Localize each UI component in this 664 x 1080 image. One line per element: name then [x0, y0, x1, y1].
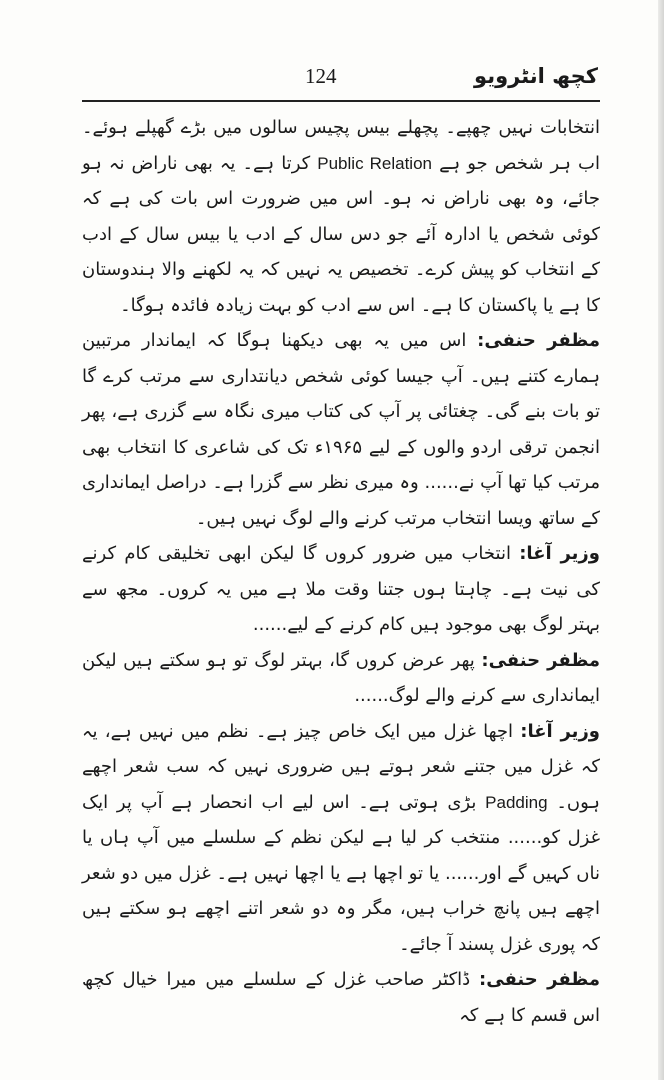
paragraph [82, 536, 600, 643]
page-number: 124 [305, 64, 337, 88]
paragraph-text: پھر عرض کروں گا، بہتر لوگ تو ہو سکتے ہیں لیکن ایمانداری سے کرنے والے لوگ...... [82, 649, 600, 706]
paragraph-text: کرتا ہے۔ یہ بھی ناراض نہ ہو جائے، وہ بھی ناراض نہ ہو۔ اس میں ضرورت اس بات کی ہے کہ کوئی شخص یا ادارہ آئے جو دس سال کے ادب یا بیس سال کے ادب کے انتخاب کو پیش کرے۔ تخصیص یہ نہیں کہ یہ لکھنے والا ہندوستان کا ہے یا پاکستان کا ہے۔ اس سے ادب کو بہت زیادہ فائدہ ہوگا۔ [82, 152, 600, 316]
paragraph-text: انتخابات نہیں چھپے۔ پچھلے بیس پچیس سالوں میں بڑے گھپلے ہوئے۔ اب ہر شخص جو ہے [82, 117, 600, 174]
paragraph [82, 323, 600, 536]
page-edge-shadow [658, 0, 664, 1080]
paragraph-text: ڈاکٹر صاحب غزل کے سلسلے میں میرا خیال کچھ اس قسم کا ہے کہ [82, 969, 600, 1026]
speaker-name: وزیر آغا: [520, 720, 600, 742]
speaker-name: مظفر حنفی: [479, 969, 600, 990]
paragraph-text: انتخاب میں ضرور کروں گا لیکن ابھی تخلیقی کام کرنے کی نیت ہے۔ چاہتا ہوں جتنا وقت ملا ہے میں یہ کروں۔ مجھ سے بہتر لوگ بھی موجود ہیں کام کرنے کے لیے...... [82, 543, 600, 635]
paragraph-text: بڑی ہوتی ہے۔ اس لیے اب انحصار ہے آپ پر ایک غزل کو...... منتخب کر لیا ہے لیکن نظم کے سلسلے میں آپ ہاں یا ناں کہیں گے اور...... یا تو اچھا ہے یا اچھا نہیں ہے۔ غزل میں دو شعر اچھے ہیں پانچ خراب ہیں، مگر وہ دو شعر اتنے اچھے ہو سکتے ہیں کہ پوری غزل پسند آ جائے۔ [82, 791, 600, 955]
running-title: کچھ انٹرویو [474, 64, 598, 88]
paragraph [82, 962, 600, 1033]
paragraph [82, 643, 600, 714]
speaker-name: وزیر آغا: [519, 543, 600, 564]
paragraph-text: اس میں یہ بھی دیکھنا ہوگا کہ ایماندار مرتبین ہمارے کتنے ہیں۔ آپ جیسا کوئی شخص دیانتداری سے مرتب کرے گا تو بات بنے گی۔ چغتائی پر آپ کی کتاب میری نگاہ سے گزری ہے، پھر انجمن ترقی اردو والوں کے لیے ۱۹۶۵ء تک کی شاعری کا انتخاب بھی مرتب کیا تھا آپ نے...... وہ میری نظر سے گزرا ہے۔ دراصل ایمانداری کے ساتھ ویسا انتخاب مرتب کرنے والے لوگ نہیں ہیں۔ [82, 330, 601, 529]
paragraph [82, 110, 600, 323]
running-header [80, 62, 598, 102]
header-rule [82, 100, 600, 102]
english-term: Public Relation [317, 153, 432, 173]
speaker-name: مظفر حنفی: [481, 649, 600, 671]
paragraph [82, 714, 600, 963]
paragraph-text: اچھا غزل میں ایک خاص چیز ہے۔ نظم میں نہیں ہے، یہ کہ غزل میں جتنے شعر ہوتے ہیں ضروری نہیں کہ سب شعر اچھے ہوں۔ [82, 720, 600, 813]
page-body [82, 110, 600, 1033]
english-term: Padding [485, 792, 548, 812]
speaker-name: مظفر حنفی: [477, 330, 600, 351]
